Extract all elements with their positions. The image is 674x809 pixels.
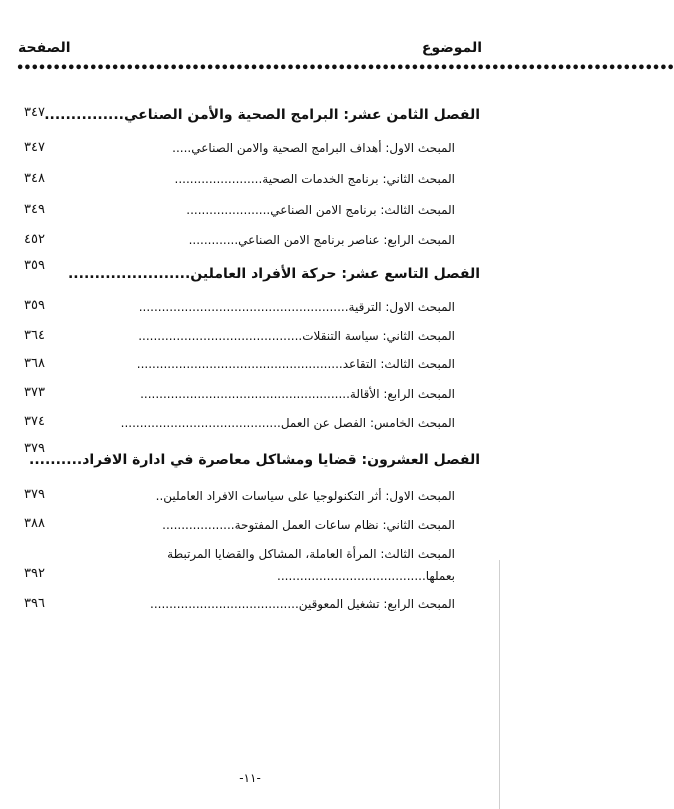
ch19-section-1-page: ٣٥٩	[24, 298, 45, 313]
dotted-divider: ••••••••••••••••••••••••••••••••••••••••••••••••••••••••••••••••••••••••••••••••••••••••••	[16, 61, 674, 76]
chapter-18-title: الفصل الثامن عشر: البرامج الصحية والأمن الصناعي...............	[44, 107, 480, 123]
ch20-section-2: المبحث الثاني: نظام ساعات العمل المفتوحة...................	[162, 518, 455, 532]
ch18-section-4: المبحث الرابع: عناصر برنامج الامن الصناعي.............	[188, 233, 455, 247]
page-column-header: الصفحة	[18, 40, 71, 56]
ch18-section-2-page: ٣٤٨	[24, 171, 45, 186]
ch18-section-1-page: ٣٤٧	[24, 140, 45, 155]
ch20-section-2-page: ٣٨٨	[24, 516, 45, 531]
ch19-section-1: المبحث الاول: الترقية.......................................................	[138, 300, 455, 314]
chapter-19-title: الفصل التاسع عشر: حركة الأفراد العاملين.......................	[67, 266, 480, 282]
ch20-section-1: المبحث الاول: أثر التكنولوجيا على سياسات الافراد العاملين..	[155, 489, 455, 503]
ch19-section-2-page: ٣٦٤	[24, 328, 45, 343]
ch18-section-2: المبحث الثاني: برنامج الخدمات الصحية.......................	[174, 172, 455, 186]
ch20-section-4: المبحث الرابع: تشغيل المعوقين.......................................	[150, 597, 455, 611]
ch19-section-5: المبحث الخامس: الفصل عن العمل..........................................	[120, 416, 455, 430]
ch19-section-3: المبحث الثالث: التقاعد......................................................	[136, 357, 455, 371]
scan-edge	[499, 560, 500, 809]
chapter-19-page: ٣٥٩	[24, 258, 45, 273]
ch19-section-5-page: ٣٧٤	[24, 414, 45, 429]
ch19-section-3-page: ٣٦٨	[24, 356, 45, 371]
topic-column-header: الموضوع	[421, 40, 482, 56]
chapter-18-page: ٣٤٧	[24, 105, 45, 120]
ch18-section-3: المبحث الثالث: برنامج الامن الصناعي......................	[186, 203, 455, 217]
ch18-section-4-page: ٤٥٢	[24, 232, 45, 247]
page-number: -١١-	[239, 771, 261, 785]
ch18-section-3-page: ٣٤٩	[24, 202, 45, 217]
ch20-section-1-page: ٣٧٩	[24, 487, 45, 502]
chapter-20-title: الفصل العشرون: قضايا ومشاكل معاصرة في ادارة الافراد..........	[29, 452, 480, 468]
ch19-section-4-page: ٣٧٣	[24, 385, 45, 400]
chapter-20-page: ٣٧٩	[24, 441, 45, 456]
ch20-section-4-page: ٣٩٦	[24, 596, 45, 611]
ch19-section-2: المبحث الثاني: سياسة التنقلات...........................................	[138, 329, 455, 343]
ch18-section-1: المبحث الاول: أهداف البرامج الصحية والامن الصناعي.....	[172, 141, 455, 155]
ch20-section-3-page: ٣٩٢	[24, 566, 45, 581]
ch19-section-4: المبحث الرابع: الأقالة.......................................................	[140, 387, 455, 401]
ch20-section-3: المبحث الثالث: المرأة العاملة، المشاكل والقضايا المرتبطة بعملها.......................................	[167, 547, 455, 583]
